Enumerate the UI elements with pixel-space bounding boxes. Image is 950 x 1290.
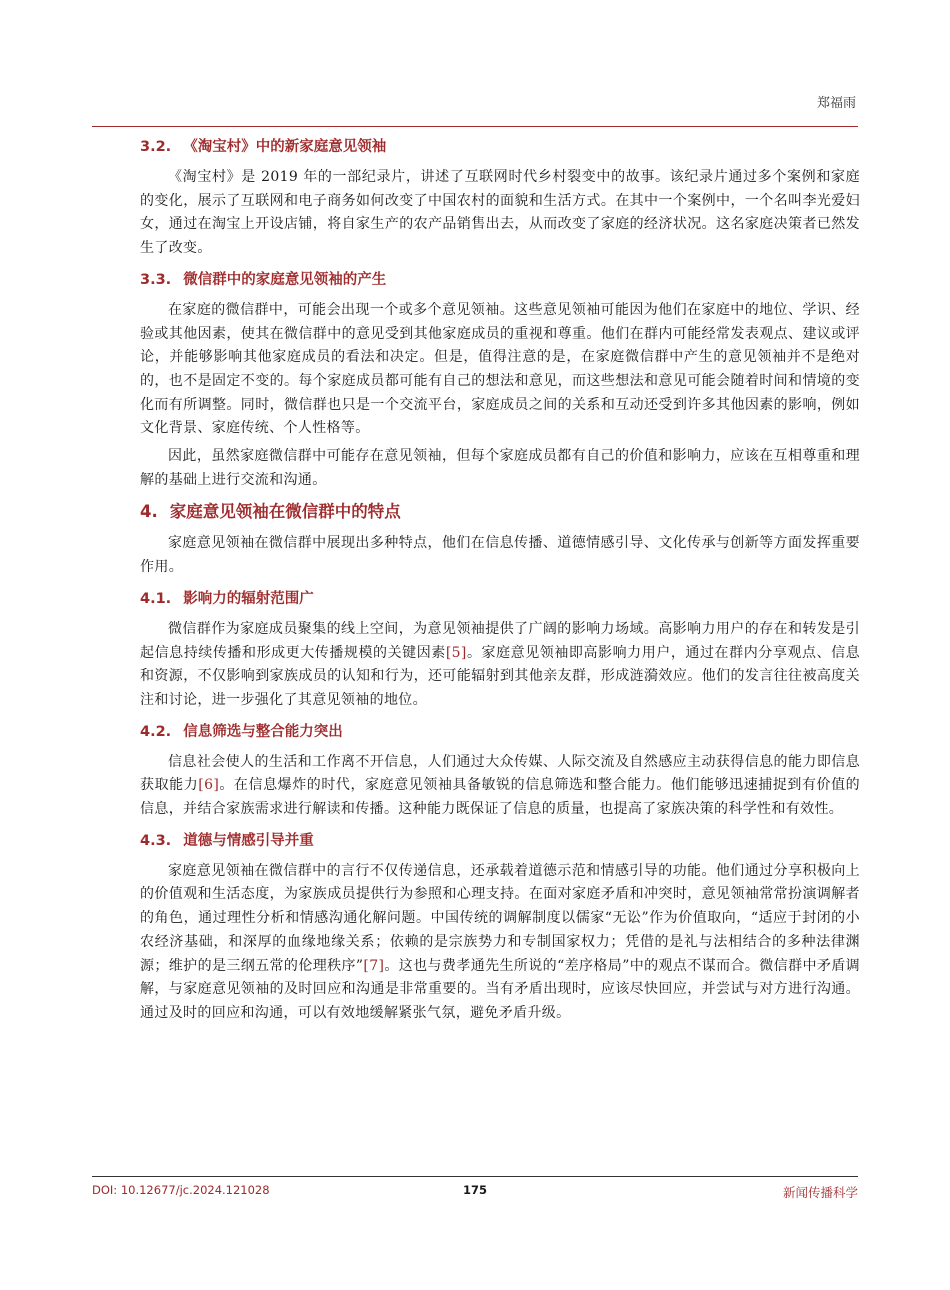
section-number: 4.3. (140, 832, 172, 849)
section-heading-4-3 (140, 830, 860, 852)
section-title: 家庭意见领袖在微信群中的特点 (169, 502, 401, 522)
section-title: 《淘宝村》中的新家庭意见领袖 (183, 139, 387, 155)
section-number: 4.1. (140, 590, 172, 607)
paragraph: 家庭意见领袖在微信群中展现出多种特点，他们在信息传播、道德情感引导、文化传承与创新等方面发挥重要作用。 (140, 535, 860, 576)
paragraph-text: 。在信息爆炸的时代，家庭意见领袖具备敏锐的信息筛选和整合能力。他们能够迅速捕捉到有价值的信息，并结合家族需求进行解读和传播。这种能力既保证了信息的质量，也提高了家族决策的科学性和有效性。 (140, 777, 860, 818)
paragraph (140, 618, 860, 713)
paragraph-text: 。这也与费孝通先生所说的“差序格局”中的观点不谋而合。微信群中矛盾调解，与家庭意见领袖的及时回应和沟通是非常重要的。当有矛盾出现时，应该尽快回应，并尝试与对方进行沟通。通过及时的回应和沟通，可以有效地缓解紧张气氛，避免矛盾升级。 (140, 957, 860, 1021)
journal-name: 新闻传播科学 (782, 1185, 858, 1200)
section-title: 信息筛选与整合能力突出 (183, 723, 343, 740)
section-heading-3-3 (140, 269, 860, 291)
section-title: 微信群中的家庭意见领袖的产生 (183, 271, 387, 288)
section-number: 3.2. (140, 139, 172, 155)
section-heading-3-2 (140, 136, 860, 158)
citation-link[interactable]: [5] (445, 644, 467, 661)
footer-doi-link[interactable]: DOI: 10.12677/jc.2024.121028 (92, 1183, 270, 1197)
citation-link[interactable]: [6] (198, 777, 220, 794)
section-title: 影响力的辐射范围广 (183, 590, 314, 607)
header-author: 郑福雨 (816, 96, 856, 111)
section-number: 3.3. (140, 271, 172, 288)
page-footer (92, 1183, 858, 1201)
paragraph-text: 家庭意见领袖在微信群中的言行不仅传递信息，还承载着道德示范和情感引导的功能。他们通过分享积极向上的价值观和生活态度，为家族成员提供行为参照和心理支持。在面对家庭矛盾和冲突时，意见领袖常常扮演调解者的角色，通过理性分析和情感沟通化解问题。中国传统的调解制度以儒家“无讼”作为价值取向，“适应于封闭的小农经济基础，和深厚的血缘地缘关系；依赖的是宗族势力和专制国家权力；凭借的是礼与法相结合的多种法律渊源；维护的是三纲五常的伦理秩序” (140, 862, 860, 974)
paragraph: 因此，虽然家庭微信群中可能存在意见领袖，但每个家庭成员都有自己的价值和影响力，应该在互相尊重和理解的基础上进行交流和沟通。 (140, 448, 860, 488)
section-number: 4.2. (140, 723, 172, 740)
paragraph (140, 751, 860, 822)
section-heading-4 (140, 500, 860, 524)
section-heading-4-2 (140, 721, 860, 743)
section-title: 道德与情感引导并重 (183, 832, 314, 849)
paragraph-text: 信息社会使人的生活和工作离不开信息，人们通过大众传媒、人际交流及自然感应主动获得信息的能力即信息获取能力 (140, 753, 860, 794)
paragraph-text: 。家庭意见领袖即高影响力用户，通过在群内分享观点、信息和资源，不仅影响到家族成员的认知和行为，还可能辐射到其他亲友群，形成涟漪效应。他们的发言往往被高度关注和讨论，进一步强化了其意见领袖的地位。 (140, 644, 860, 708)
paragraph (140, 860, 860, 1026)
paragraph-text: 微信群作为家庭成员聚集的线上空间，为意见领袖提供了广阔的影响力场域。高影响力用户的存在和转发是引起信息持续传播和形成更大传播规模的关键因素 (140, 620, 860, 661)
article-body (140, 136, 860, 1030)
paragraph: 《淘宝村》是 2019 年的一部纪录片，讲述了互联网时代乡村裂变中的故事。该纪录片通过多个案例和家庭的变化，展示了互联网和电子商务如何改变了中国农村的面貌和生活方式。在其中一个案例中，一个名叫李光爱妇女，通过在淘宝上开设店铺，将自家生产的农产品销售出去，从而改变了家庭的经济状况。这名家庭决策者已然发生了改变。 (140, 169, 860, 257)
citation-link[interactable]: [7] (363, 957, 385, 974)
page-number: 175 (462, 1183, 487, 1197)
section-number: 4. (140, 502, 158, 522)
section-heading-4-1 (140, 588, 860, 610)
paragraph: 在家庭的微信群中，可能会出现一个或多个意见领袖。这些意见领袖可能因为他们在家庭中的地位、学识、经验或其他因素，使其在微信群中的意见受到其他家庭成员的重视和尊重。他们在群内可能经常发表观点、建议或评论，并能够影响其他家庭成员的看法和决定。但是，值得注意的是，在家庭微信群中产生的意见领袖并不是绝对的，也不是固定不变的。每个家庭成员都可能有自己的想法和意见，而这些想法和意见可能会随着时间和情境的变化而有所调整。同时，微信群也只是一个交流平台，家庭成员之间的关系和互动还受到许多其他因素的影响，例如文化背景、家庭传统、个人性格等。 (140, 301, 860, 437)
page-header (92, 86, 858, 127)
footer-divider (92, 1176, 858, 1177)
